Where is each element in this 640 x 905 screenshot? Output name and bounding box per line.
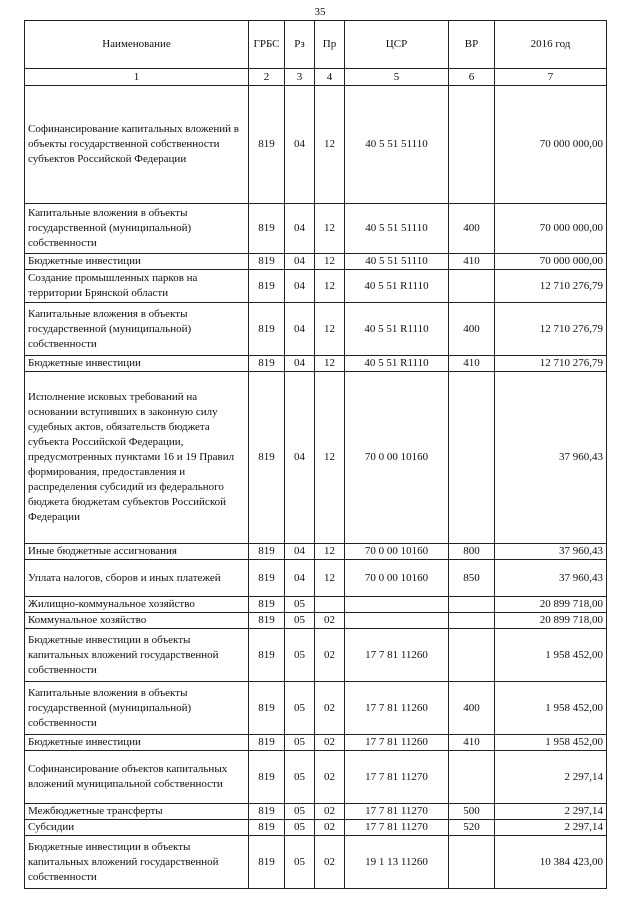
cell-csr: 40 5 51 51110: [345, 254, 449, 270]
column-number-row: [25, 69, 607, 86]
cell-pr: 02: [315, 836, 345, 889]
cell-grbs: 819: [249, 270, 285, 303]
cell-name: Капитальные вложения в объекты государственной (муниципальной) собственности: [25, 204, 249, 254]
cell-name: Бюджетные инвестиции в объекты капитальных вложений государственной собственности: [25, 629, 249, 682]
cell-csr: 17 7 81 11270: [345, 804, 449, 820]
header-csr: ЦСР: [345, 21, 449, 69]
cell-rz: 05: [285, 629, 315, 682]
cell-pr: 12: [315, 86, 345, 204]
cell-grbs: 819: [249, 204, 285, 254]
cell-rz: 04: [285, 560, 315, 597]
cell-pr: 12: [315, 544, 345, 560]
cell-grbs: 819: [249, 836, 285, 889]
cell-grbs: 819: [249, 560, 285, 597]
cell-amount: 2 297,14: [495, 751, 607, 804]
cell-vr: 500: [449, 804, 495, 820]
cell-rz: 05: [285, 751, 315, 804]
column-number: 1: [25, 69, 249, 86]
table-row: [25, 597, 607, 613]
cell-grbs: 819: [249, 682, 285, 735]
column-number: 5: [345, 69, 449, 86]
cell-csr: [345, 597, 449, 613]
cell-name: Иные бюджетные ассигнования: [25, 544, 249, 560]
cell-vr: [449, 836, 495, 889]
table-row: [25, 270, 607, 303]
table-row: [25, 356, 607, 372]
cell-vr: 850: [449, 560, 495, 597]
cell-csr: 40 5 51 R1110: [345, 356, 449, 372]
cell-pr: 12: [315, 204, 345, 254]
cell-grbs: 819: [249, 751, 285, 804]
cell-csr: 40 5 51 R1110: [345, 303, 449, 356]
cell-amount: 37 960,43: [495, 372, 607, 544]
header-year: 2016 год: [495, 21, 607, 69]
table-row: [25, 544, 607, 560]
column-number: 6: [449, 69, 495, 86]
cell-grbs: 819: [249, 820, 285, 836]
cell-grbs: 819: [249, 372, 285, 544]
cell-grbs: 819: [249, 254, 285, 270]
cell-pr: 12: [315, 303, 345, 356]
cell-rz: 04: [285, 372, 315, 544]
cell-pr: 12: [315, 254, 345, 270]
table-row: [25, 560, 607, 597]
column-number: 7: [495, 69, 607, 86]
cell-csr: [345, 613, 449, 629]
table-row: [25, 372, 607, 544]
cell-vr: 400: [449, 303, 495, 356]
cell-vr: 410: [449, 254, 495, 270]
cell-vr: [449, 629, 495, 682]
table-row: [25, 820, 607, 836]
cell-name: Бюджетные инвестиции: [25, 254, 249, 270]
cell-vr: [449, 86, 495, 204]
cell-rz: 05: [285, 804, 315, 820]
cell-name: Капитальные вложения в объекты государственной (муниципальной) собственности: [25, 682, 249, 735]
cell-csr: 17 7 81 11270: [345, 820, 449, 836]
cell-amount: 20 899 718,00: [495, 613, 607, 629]
cell-csr: 17 7 81 11260: [345, 629, 449, 682]
table-row: [25, 86, 607, 204]
cell-grbs: 819: [249, 613, 285, 629]
cell-vr: 400: [449, 682, 495, 735]
cell-rz: 04: [285, 356, 315, 372]
cell-pr: 02: [315, 820, 345, 836]
cell-pr: 02: [315, 613, 345, 629]
cell-name: Уплата налогов, сборов и иных платежей: [25, 560, 249, 597]
header-pr: Пр: [315, 21, 345, 69]
cell-rz: 05: [285, 820, 315, 836]
cell-amount: 70 000 000,00: [495, 254, 607, 270]
cell-csr: 70 0 00 10160: [345, 560, 449, 597]
cell-csr: 40 5 51 R1110: [345, 270, 449, 303]
cell-grbs: 819: [249, 629, 285, 682]
cell-name: Коммунальное хозяйство: [25, 613, 249, 629]
cell-rz: 04: [285, 303, 315, 356]
cell-csr: 70 0 00 10160: [345, 544, 449, 560]
cell-vr: 520: [449, 820, 495, 836]
cell-rz: 05: [285, 836, 315, 889]
cell-grbs: 819: [249, 544, 285, 560]
cell-amount: 37 960,43: [495, 560, 607, 597]
cell-vr: [449, 751, 495, 804]
cell-grbs: 819: [249, 303, 285, 356]
cell-grbs: 819: [249, 86, 285, 204]
table-row: [25, 303, 607, 356]
cell-csr: 40 5 51 51110: [345, 204, 449, 254]
cell-csr: 40 5 51 51110: [345, 86, 449, 204]
cell-pr: [315, 597, 345, 613]
cell-amount: 37 960,43: [495, 544, 607, 560]
cell-amount: 12 710 276,79: [495, 270, 607, 303]
page-number: 35: [314, 6, 326, 18]
cell-amount: 70 000 000,00: [495, 86, 607, 204]
column-number: 2: [249, 69, 285, 86]
table-body: [25, 86, 607, 889]
cell-vr: [449, 597, 495, 613]
cell-name: Бюджетные инвестиции в объекты капитальных вложений государственной собственности: [25, 836, 249, 889]
cell-amount: 1 958 452,00: [495, 682, 607, 735]
budget-table: [24, 20, 607, 889]
cell-pr: 12: [315, 270, 345, 303]
cell-amount: 1 958 452,00: [495, 735, 607, 751]
table-row: [25, 751, 607, 804]
cell-pr: 02: [315, 804, 345, 820]
cell-rz: 05: [285, 613, 315, 629]
cell-vr: 800: [449, 544, 495, 560]
table-row: [25, 254, 607, 270]
table-row: [25, 804, 607, 820]
column-number: 3: [285, 69, 315, 86]
cell-rz: 04: [285, 204, 315, 254]
cell-vr: 410: [449, 735, 495, 751]
cell-csr: 17 7 81 11270: [345, 751, 449, 804]
cell-pr: 02: [315, 682, 345, 735]
cell-rz: 05: [285, 682, 315, 735]
cell-csr: 19 1 13 11260: [345, 836, 449, 889]
cell-amount: 70 000 000,00: [495, 204, 607, 254]
table-row: [25, 735, 607, 751]
cell-amount: 20 899 718,00: [495, 597, 607, 613]
cell-rz: 04: [285, 270, 315, 303]
cell-amount: 2 297,14: [495, 820, 607, 836]
cell-rz: 05: [285, 597, 315, 613]
cell-name: Бюджетные инвестиции: [25, 356, 249, 372]
cell-name: Исполнение исковых требований на основании вступивших в законную силу судебных актов, обязательств бюджета субъекта Российской Федерации, предусмотренных пунктами 16 и 19 Правил формирования, предоставления и распределения субсидий из федерального бюджета бюджетам субъектов Российской Федерации: [25, 372, 249, 544]
cell-grbs: 819: [249, 735, 285, 751]
cell-name: Бюджетные инвестиции: [25, 735, 249, 751]
cell-vr: [449, 270, 495, 303]
cell-name: Создание промышленных парков на территории Брянской области: [25, 270, 249, 303]
cell-csr: 70 0 00 10160: [345, 372, 449, 544]
cell-grbs: 819: [249, 356, 285, 372]
cell-amount: 10 384 423,00: [495, 836, 607, 889]
cell-pr: 12: [315, 372, 345, 544]
cell-grbs: 819: [249, 597, 285, 613]
cell-csr: 17 7 81 11260: [345, 682, 449, 735]
cell-pr: 02: [315, 629, 345, 682]
cell-amount: 1 958 452,00: [495, 629, 607, 682]
table-row: [25, 204, 607, 254]
cell-name: Субсидии: [25, 820, 249, 836]
table-row: [25, 613, 607, 629]
cell-grbs: 819: [249, 804, 285, 820]
column-number: 4: [315, 69, 345, 86]
cell-csr: 17 7 81 11260: [345, 735, 449, 751]
cell-amount: 2 297,14: [495, 804, 607, 820]
header-vr: ВР: [449, 21, 495, 69]
header-rz: Рз: [285, 21, 315, 69]
cell-name: Софинансирование капитальных вложений в объекты государственной собственности субъектов Российской Федерации: [25, 86, 249, 204]
cell-vr: [449, 372, 495, 544]
cell-amount: 12 710 276,79: [495, 356, 607, 372]
cell-pr: 12: [315, 560, 345, 597]
header-row: [25, 21, 607, 69]
cell-rz: 04: [285, 86, 315, 204]
cell-name: Капитальные вложения в объекты государственной (муниципальной) собственности: [25, 303, 249, 356]
cell-rz: 04: [285, 544, 315, 560]
cell-name: Жилищно-коммунальное хозяйство: [25, 597, 249, 613]
table-row: [25, 682, 607, 735]
table-row: [25, 836, 607, 889]
cell-rz: 04: [285, 254, 315, 270]
cell-vr: 410: [449, 356, 495, 372]
table-row: [25, 629, 607, 682]
cell-pr: 02: [315, 751, 345, 804]
cell-rz: 05: [285, 735, 315, 751]
cell-pr: 02: [315, 735, 345, 751]
header-name: Наименование: [25, 21, 249, 69]
cell-name: Софинансирование объектов капитальных вложений муниципальной собственности: [25, 751, 249, 804]
cell-name: Межбюджетные трансферты: [25, 804, 249, 820]
cell-amount: 12 710 276,79: [495, 303, 607, 356]
header-grbs: ГРБС: [249, 21, 285, 69]
cell-vr: [449, 613, 495, 629]
cell-vr: 400: [449, 204, 495, 254]
cell-pr: 12: [315, 356, 345, 372]
